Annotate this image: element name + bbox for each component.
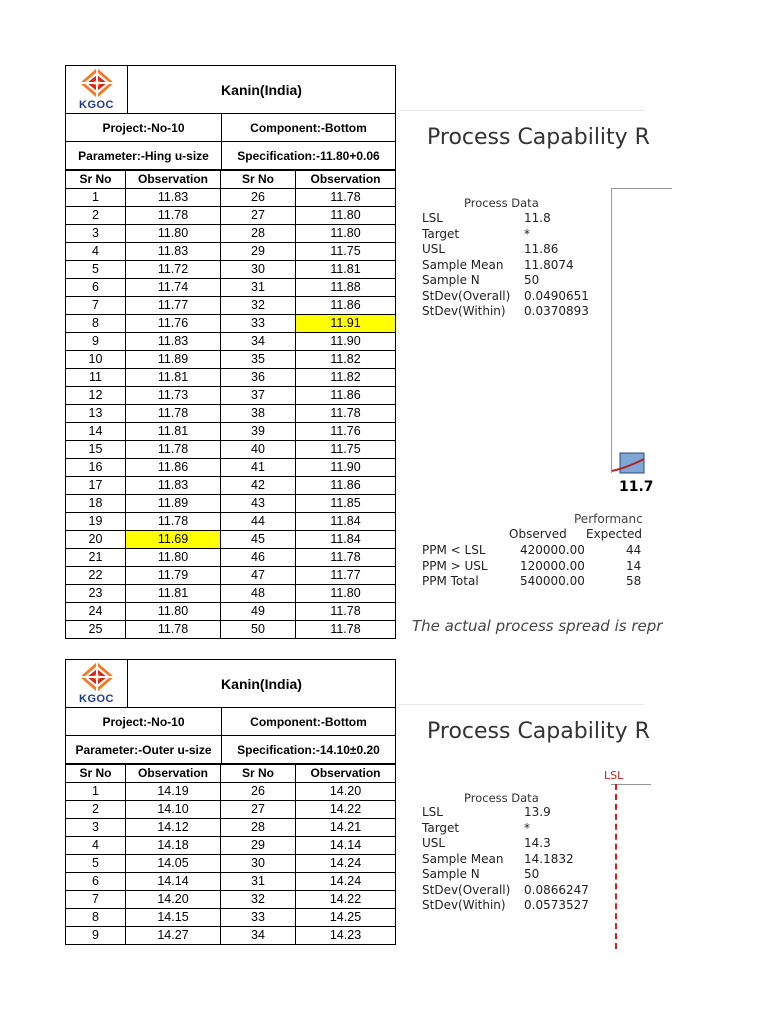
process-data-row [422, 821, 530, 835]
sr-no-cell: 22 [66, 567, 126, 585]
expected-value: 58 [626, 574, 642, 588]
observation-sheet-1 [65, 65, 396, 639]
sr-no-cell: 20 [66, 531, 126, 549]
observation-cell: 11.72 [126, 261, 221, 279]
process-data-value: 13.9 [524, 805, 551, 819]
observation-cell: 11.84 [296, 531, 396, 549]
table-row [66, 261, 395, 279]
observation-cell: 11.86 [296, 477, 396, 495]
observation-cell: 11.86 [296, 297, 396, 315]
sr-no-cell: 8 [66, 909, 126, 927]
observation-cell: 14.05 [126, 855, 221, 873]
sr-no-cell: 30 [221, 855, 296, 873]
observation-cell: 11.85 [296, 495, 396, 513]
histogram-frame [611, 188, 672, 473]
process-data-value: 0.0490651 [524, 288, 589, 303]
sr-no-cell: 4 [66, 243, 126, 261]
table-row [66, 315, 395, 333]
sr-no-cell: 50 [221, 621, 296, 639]
observation-cell: 14.12 [126, 819, 221, 837]
axis-tick-label: 11.7 [619, 479, 654, 495]
sr-no-cell: 23 [66, 585, 126, 603]
project-row [66, 708, 395, 736]
table-row [66, 405, 395, 423]
sr-no-cell: 5 [66, 855, 126, 873]
sr-no-cell: 3 [66, 819, 126, 837]
table-row [66, 585, 395, 603]
process-data-label: Sample Mean [422, 851, 504, 866]
sr-no-cell: 33 [221, 315, 296, 333]
observation-cell: 14.24 [296, 873, 396, 891]
observed-header: Observed [509, 527, 567, 541]
kgoc-logo [66, 66, 128, 113]
observation-cell: 11.75 [296, 243, 396, 261]
component-label: Component:-Bottom [250, 120, 367, 135]
sr-no-cell: 27 [221, 207, 296, 225]
kgoc-logo [66, 660, 128, 707]
observation-cell: 11.80 [296, 207, 396, 225]
table-row [66, 621, 395, 639]
col-header-observation: Observation [126, 171, 221, 189]
observed-value: 420000.00 [520, 543, 585, 557]
observation-cell: 11.89 [126, 495, 221, 513]
logo-text: KGOC [79, 99, 114, 111]
observation-cell: 11.81 [126, 585, 221, 603]
observation-cell: 11.76 [296, 423, 396, 441]
process-data-value: 11.86 [524, 242, 559, 256]
process-data-row [422, 258, 574, 272]
expected-value: 44 [626, 543, 642, 557]
sr-no-cell: 7 [66, 891, 126, 909]
observation-cell: 11.80 [126, 225, 221, 243]
col-header-observation: Observation [126, 765, 221, 783]
observation-cell: 14.22 [296, 891, 396, 909]
kgoc-logo-icon [80, 662, 114, 692]
observation-cell: 11.69 [126, 531, 221, 549]
sr-no-cell: 14 [66, 423, 126, 441]
observed-value: 120000.00 [520, 558, 585, 573]
sr-no-cell: 35 [221, 351, 296, 369]
observation-cell: 14.20 [296, 783, 396, 801]
sr-no-cell: 32 [221, 891, 296, 909]
table-row [66, 477, 395, 495]
table-row [66, 837, 395, 855]
observation-cell: 11.78 [296, 405, 396, 423]
sr-no-cell: 19 [66, 513, 126, 531]
table-row [66, 873, 395, 891]
company-name: Kanin(India) [221, 81, 302, 98]
observation-cell: 11.73 [126, 387, 221, 405]
sr-no-cell: 28 [221, 225, 296, 243]
sr-no-cell: 8 [66, 315, 126, 333]
specification-label: Specification:-11.80+0.06 [237, 148, 380, 163]
observation-cell: 14.21 [296, 819, 396, 837]
table-row [66, 423, 395, 441]
observation-cell: 11.78 [126, 207, 221, 225]
sr-no-cell: 36 [221, 369, 296, 387]
process-data-value: * [524, 226, 530, 241]
parameter-label: Parameter:-Outer u-size [66, 736, 222, 763]
observation-cell: 11.91 [296, 315, 396, 333]
sr-no-cell: 6 [66, 279, 126, 297]
process-data-row [422, 211, 551, 225]
observation-cell: 14.27 [126, 927, 221, 945]
table-row [66, 351, 395, 369]
table-row [66, 279, 395, 297]
company-name: Kanin(India) [221, 675, 302, 692]
sr-no-cell: 2 [66, 207, 126, 225]
table-row [66, 459, 395, 477]
observation-cell: 14.10 [126, 801, 221, 819]
observation-cell: 11.86 [296, 387, 396, 405]
observation-cell: 11.80 [126, 603, 221, 621]
expected-header: Expected [586, 527, 642, 541]
sr-no-cell: 37 [221, 387, 296, 405]
col-header-observation: Observation [296, 765, 396, 783]
process-data-value: 14.3 [524, 836, 551, 850]
histogram-chart [612, 441, 652, 475]
logo-text: KGOC [79, 693, 114, 705]
observation-cell: 11.89 [126, 351, 221, 369]
observation-cell: 11.88 [296, 279, 396, 297]
sr-no-cell: 5 [66, 261, 126, 279]
process-data-label: StDev(Overall) [422, 882, 511, 897]
table-row [66, 783, 395, 801]
observation-cell: 14.22 [296, 801, 396, 819]
process-data-label: Target [422, 820, 460, 835]
sr-no-cell: 10 [66, 351, 126, 369]
observation-cell: 14.14 [126, 873, 221, 891]
process-data-row [422, 227, 530, 241]
sr-no-cell: 11 [66, 369, 126, 387]
sr-no-cell: 29 [221, 837, 296, 855]
sr-no-cell: 21 [66, 549, 126, 567]
observation-cell: 11.74 [126, 279, 221, 297]
process-data-value: 0.0866247 [524, 882, 589, 897]
col-header-observation: Observation [296, 171, 396, 189]
sr-no-cell: 44 [221, 513, 296, 531]
table-header-row [66, 765, 395, 783]
sr-no-cell: 30 [221, 261, 296, 279]
sr-no-cell: 3 [66, 225, 126, 243]
table-row [66, 441, 395, 459]
capability-report-1 [398, 110, 663, 651]
sr-no-cell: 27 [221, 801, 296, 819]
col-header-sr-no: Sr No [66, 765, 126, 783]
sr-no-cell: 31 [221, 873, 296, 891]
observation-cell: 11.83 [126, 189, 221, 207]
sr-no-cell: 39 [221, 423, 296, 441]
process-data-label: LSL [422, 211, 443, 225]
performance-label: PPM Total [422, 574, 479, 588]
process-data-heading: Process Data [464, 196, 539, 210]
sr-no-cell: 38 [221, 405, 296, 423]
table-row [66, 513, 395, 531]
table-header-row [66, 171, 395, 189]
observation-cell: 14.20 [126, 891, 221, 909]
capability-report-2 [398, 704, 650, 945]
observation-cell: 11.82 [296, 369, 396, 387]
process-data-label: Sample N [422, 867, 480, 881]
process-data-label: Sample Mean [422, 257, 504, 272]
footnote: The actual process spread is repr [412, 617, 663, 635]
sheet-header [66, 660, 395, 708]
observation-cell: 11.84 [296, 513, 396, 531]
sr-no-cell: 43 [221, 495, 296, 513]
observation-cell: 14.14 [296, 837, 396, 855]
process-data-row [422, 867, 539, 881]
observation-cell: 11.78 [126, 621, 221, 639]
observed-value: 540000.00 [520, 574, 585, 588]
sr-no-cell: 1 [66, 783, 126, 801]
sr-no-cell: 41 [221, 459, 296, 477]
observation-table [66, 170, 395, 638]
table-row [66, 927, 395, 945]
observation-cell: 11.76 [126, 315, 221, 333]
table-row [66, 369, 395, 387]
project-label: Project:-No-10 [66, 708, 222, 735]
sr-no-cell: 13 [66, 405, 126, 423]
sr-no-cell: 34 [221, 333, 296, 351]
table-row [66, 387, 395, 405]
sr-no-cell: 9 [66, 333, 126, 351]
sr-no-cell: 16 [66, 459, 126, 477]
process-data-row [422, 883, 589, 897]
observation-cell: 11.78 [296, 603, 396, 621]
table-row [66, 495, 395, 513]
table-row [66, 207, 395, 225]
sr-no-cell: 1 [66, 189, 126, 207]
table-row [66, 333, 395, 351]
sr-no-cell: 33 [221, 909, 296, 927]
observation-cell: 11.80 [296, 585, 396, 603]
sr-no-cell: 32 [221, 297, 296, 315]
sheet-header [66, 66, 395, 114]
table-row [66, 855, 395, 873]
observation-cell: 11.81 [126, 369, 221, 387]
process-data-value: 0.0370893 [524, 304, 589, 318]
table-row [66, 801, 395, 819]
process-data-label: LSL [422, 805, 443, 819]
histogram-bar [620, 453, 644, 473]
performance-label: PPM < LSL [422, 543, 486, 557]
parameter-row [66, 142, 395, 170]
sr-no-cell: 18 [66, 495, 126, 513]
process-data-label: StDev(Within) [422, 898, 506, 912]
process-data-label: StDev(Within) [422, 304, 506, 318]
specification-label: Specification:-14.10±0.20 [237, 742, 380, 757]
lsl-marker-label: LSL [604, 769, 624, 782]
parameter-row [66, 736, 395, 764]
observation-cell: 11.81 [126, 423, 221, 441]
observation-cell: 11.83 [126, 333, 221, 351]
process-data-value: 50 [524, 867, 540, 881]
sr-no-cell: 24 [66, 603, 126, 621]
observation-cell: 11.78 [126, 513, 221, 531]
sr-no-cell: 15 [66, 441, 126, 459]
sr-no-cell: 28 [221, 819, 296, 837]
sr-no-cell: 17 [66, 477, 126, 495]
table-row [66, 819, 395, 837]
observation-cell: 14.24 [296, 855, 396, 873]
report-title: Process Capability R [427, 719, 650, 744]
table-row [66, 297, 395, 315]
process-data-heading: Process Data [464, 791, 539, 805]
expected-value: 14 [626, 558, 642, 573]
sr-no-cell: 26 [221, 783, 296, 801]
observation-table [66, 764, 395, 944]
process-data-label: StDev(Overall) [422, 288, 511, 303]
observation-cell: 11.90 [296, 333, 396, 351]
sr-no-cell: 40 [221, 441, 296, 459]
report-title: Process Capability R [427, 125, 650, 150]
observation-cell: 11.83 [126, 243, 221, 261]
sr-no-cell: 6 [66, 873, 126, 891]
sr-no-cell: 31 [221, 279, 296, 297]
sr-no-cell: 29 [221, 243, 296, 261]
process-data-value: 11.8 [524, 211, 551, 225]
process-data-row [422, 273, 539, 287]
sr-no-cell: 2 [66, 801, 126, 819]
observation-cell: 11.78 [296, 621, 396, 639]
sr-no-cell: 46 [221, 549, 296, 567]
observation-cell: 11.78 [296, 189, 396, 207]
component-label: Component:-Bottom [250, 714, 367, 729]
sr-no-cell: 26 [221, 189, 296, 207]
observation-cell: 14.23 [296, 927, 396, 945]
process-data-value: 14.1832 [524, 851, 574, 866]
process-data-label: USL [422, 242, 446, 256]
table-row [66, 891, 395, 909]
observation-cell: 11.78 [296, 549, 396, 567]
sr-no-cell: 25 [66, 621, 126, 639]
process-data-label: Sample N [422, 273, 480, 287]
process-data-row [422, 242, 558, 256]
observation-cell: 11.90 [296, 459, 396, 477]
process-data-row [422, 805, 551, 819]
observation-cell: 11.86 [126, 459, 221, 477]
observation-sheet-2 [65, 659, 396, 945]
observation-cell: 11.80 [126, 549, 221, 567]
table-row [66, 189, 395, 207]
observation-cell: 11.77 [126, 297, 221, 315]
table-row [66, 567, 395, 585]
table-row [66, 531, 395, 549]
process-data-row [422, 304, 589, 318]
chart-top-border [611, 784, 651, 785]
table-row [66, 225, 395, 243]
process-data-value: * [524, 820, 530, 835]
process-data-row [422, 852, 574, 866]
sr-no-cell: 48 [221, 585, 296, 603]
sr-no-cell: 49 [221, 603, 296, 621]
col-header-sr-no: Sr No [221, 171, 296, 189]
observation-cell: 11.83 [126, 477, 221, 495]
observation-cell: 11.81 [296, 261, 396, 279]
col-header-sr-no: Sr No [221, 765, 296, 783]
process-data-value: 11.8074 [524, 257, 574, 272]
observation-cell: 11.78 [126, 405, 221, 423]
sr-no-cell: 47 [221, 567, 296, 585]
process-data-row [422, 898, 589, 912]
sr-no-cell: 45 [221, 531, 296, 549]
table-row [66, 909, 395, 927]
lsl-line [615, 784, 617, 949]
observation-cell: 11.79 [126, 567, 221, 585]
observation-cell: 11.75 [296, 441, 396, 459]
observation-cell: 11.82 [296, 351, 396, 369]
kgoc-logo-icon [80, 68, 114, 98]
project-label: Project:-No-10 [66, 114, 222, 141]
process-data-row [422, 289, 589, 303]
performance-heading: Performanc [574, 512, 643, 526]
process-data-value: 50 [524, 273, 540, 287]
process-data-row [422, 836, 551, 850]
project-row [66, 114, 395, 142]
observation-cell: 14.18 [126, 837, 221, 855]
sr-no-cell: 34 [221, 927, 296, 945]
observation-cell: 14.15 [126, 909, 221, 927]
parameter-label: Parameter:-Hing u-size [66, 142, 222, 169]
process-data-label: Target [422, 226, 460, 241]
performance-label: PPM > USL [422, 558, 488, 573]
table-row [66, 243, 395, 261]
col-header-sr-no: Sr No [66, 171, 126, 189]
sr-no-cell: 7 [66, 297, 126, 315]
sr-no-cell: 4 [66, 837, 126, 855]
observation-cell: 14.25 [296, 909, 396, 927]
observation-cell: 11.80 [296, 225, 396, 243]
table-row [66, 603, 395, 621]
sr-no-cell: 12 [66, 387, 126, 405]
table-row [66, 549, 395, 567]
process-data-label: USL [422, 836, 446, 850]
sr-no-cell: 9 [66, 927, 126, 945]
observation-cell: 11.77 [296, 567, 396, 585]
sr-no-cell: 42 [221, 477, 296, 495]
observation-cell: 14.19 [126, 783, 221, 801]
process-data-value: 0.0573527 [524, 898, 589, 912]
observation-cell: 11.78 [126, 441, 221, 459]
